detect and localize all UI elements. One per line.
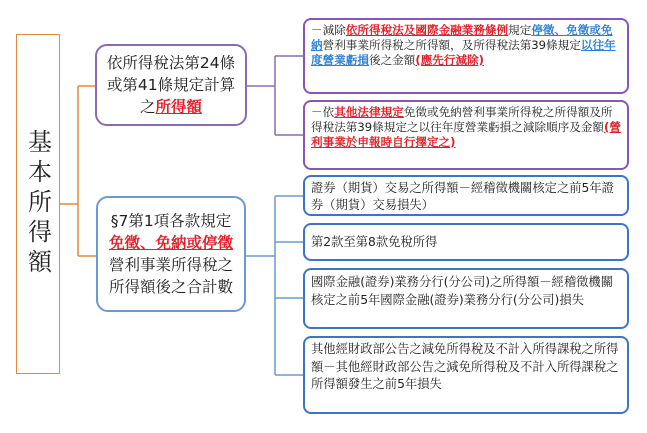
root-label: 基本所得額 bbox=[23, 129, 52, 279]
exempt-sum-text-rest: 營利事業所得稅之所得額後之合計數 bbox=[108, 256, 233, 296]
deduction-1-part: 規定 bbox=[508, 23, 532, 37]
exempt-sum-text-highlight: 免徵、免納或停徵 bbox=[108, 234, 233, 252]
tax-free-income-node bbox=[303, 223, 629, 261]
intl-branch-income-node bbox=[303, 268, 629, 329]
tax-free-income-text: 第2款至第8款免稅所得 bbox=[311, 234, 438, 249]
deduction-1-part: －減除 bbox=[311, 23, 346, 37]
deduction-2-part: 免徵或免納營利事業所得稅之所得額及所得稅法第39條規定之以往年度營業虧損之減除順序及金額 bbox=[311, 105, 613, 134]
intl-branch-income-text: 國際金融(證券)業務分行(分公司)之所得額－經稽徵機關核定之前5年國際金融(證券)業務分行(分公司)損失 bbox=[311, 275, 614, 307]
deduction-2-law: 其他法律規定 bbox=[334, 105, 404, 119]
deduction-1-law: 依所得稅法及國際金融業務條例 bbox=[345, 23, 509, 37]
securities-income-node bbox=[303, 175, 629, 216]
deduction-2-note: (營利事業於申報時自行擇定之) bbox=[311, 120, 621, 149]
deduction-1-loss: 以往年度營業虧損 bbox=[311, 38, 616, 67]
deduction-1-exempt: 停徵、免徵或免納 bbox=[311, 23, 613, 52]
deduction-node-2 bbox=[303, 100, 629, 170]
income-calc-text bbox=[103, 52, 239, 118]
exempt-sum-text-article: §7第1項各款規定 bbox=[110, 212, 232, 230]
deduction-2-part: －依 bbox=[311, 105, 335, 119]
exempt-sum-text bbox=[104, 210, 238, 298]
deduction-node-1 bbox=[303, 18, 629, 94]
other-exempt-income-text: 其他經財政部公告之減免所得稅及不計入所得課稅之所得額－其他經財政部公告之減免所得稅及不計入所得課稅之所得額發生之前5年損失 bbox=[311, 342, 619, 391]
deduction-1-part: 後之金額 bbox=[368, 53, 416, 67]
other-exempt-income-node bbox=[303, 336, 629, 414]
deduction-1-part: 營利事業所得稅之所得額，及所得稅法第39條規定 bbox=[322, 38, 581, 52]
exempt-sum-node bbox=[96, 196, 246, 312]
income-calc-text-main: 依所得稅法第24條或第41條規定計算之 bbox=[106, 54, 236, 116]
deduction-1-note: (應先行減除) bbox=[415, 53, 484, 67]
income-calc-node bbox=[95, 44, 247, 126]
root-node bbox=[16, 34, 60, 374]
securities-income-text: 證券（期貨）交易之所得額－經稽徵機關核定之前5年證券（期貨）交易損失） bbox=[311, 181, 614, 212]
income-calc-text-highlight: 所得額 bbox=[155, 98, 203, 116]
